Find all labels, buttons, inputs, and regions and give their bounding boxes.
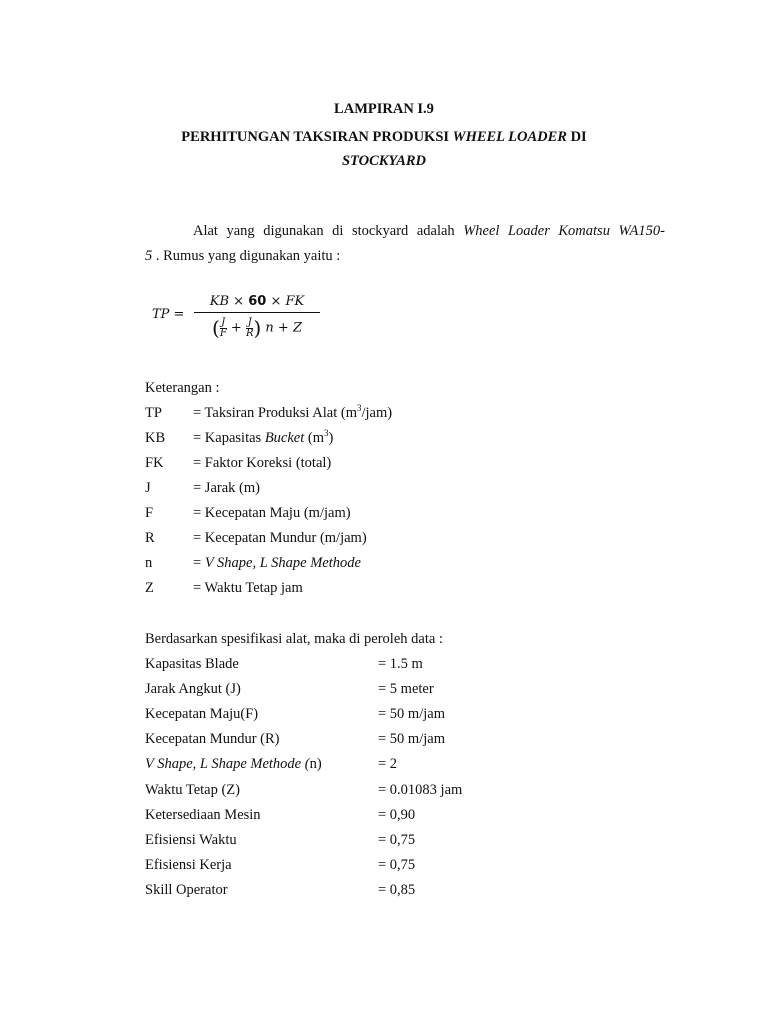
def-text: = bbox=[193, 555, 205, 571]
formula-j2: J bbox=[247, 316, 252, 328]
spec-title: Berdasarkan spesifikasi alat, maka di peroleh data : bbox=[145, 631, 443, 647]
formula-plus: + bbox=[226, 320, 246, 336]
spec-value: = 0,75 bbox=[378, 832, 416, 848]
formula-num-b: 60 bbox=[248, 294, 267, 309]
formula-lhs: TP = bbox=[152, 307, 185, 322]
def-description bbox=[193, 430, 333, 447]
formula-fraction bbox=[194, 294, 320, 340]
def-text: = Kapasitas bbox=[193, 430, 265, 446]
spec-label bbox=[145, 756, 322, 773]
heading-line2-tail: DI bbox=[566, 129, 587, 145]
def-symbol: KB bbox=[145, 430, 166, 446]
heading-line2-italic: WHEEL LOADER bbox=[452, 129, 567, 145]
heading-line3: STOCKYARD bbox=[341, 153, 427, 169]
intro-text-italic: Wheel Loader Komatsu WA150- bbox=[463, 223, 665, 239]
formula-j-over-f bbox=[220, 318, 227, 339]
spec-label: Kecepatan Maju(F) bbox=[145, 706, 259, 722]
intro-paragraph-line1 bbox=[145, 223, 665, 240]
def-text-mid: (m bbox=[304, 430, 324, 446]
spec-value: = 0,75 bbox=[378, 857, 416, 873]
def-text-tail: ) bbox=[328, 430, 334, 446]
def-sup: 3 bbox=[356, 403, 362, 414]
def-description: = Kecepatan Maju (m/jam) bbox=[193, 505, 351, 521]
spec-value: = 0,90 bbox=[378, 807, 416, 823]
spec-label: Kecepatan Mundur (R) bbox=[145, 731, 280, 747]
intro-text-tail: . Rumus yang digunakan yaitu : bbox=[152, 248, 341, 264]
def-text: = Taksiran Produksi Alat (m bbox=[193, 405, 357, 421]
spec-value: = 0.01083 jam bbox=[378, 782, 463, 798]
formula-num-a: KB × bbox=[209, 294, 249, 309]
def-description: = Faktor Koreksi (total) bbox=[193, 455, 332, 471]
spec-value: = 0,85 bbox=[378, 882, 416, 898]
formula-paren-open: ( bbox=[212, 316, 220, 340]
spec-label-italic: V Shape, L Shape Methode ( bbox=[145, 756, 310, 772]
def-description bbox=[193, 405, 392, 422]
formula-num-c: × FK bbox=[266, 294, 305, 309]
spec-label: Efisiensi Waktu bbox=[145, 832, 237, 848]
spec-label: Efisiensi Kerja bbox=[145, 857, 232, 873]
spec-label: Kapasitas Blade bbox=[145, 656, 239, 672]
formula-tail: n + Z bbox=[265, 320, 302, 336]
def-text-italic: V Shape, L Shape Methode bbox=[204, 555, 361, 571]
formula-denominator bbox=[194, 313, 320, 340]
spec-value: = 5 meter bbox=[378, 681, 434, 697]
intro-text: Alat yang digunakan di stockyard adalah bbox=[193, 223, 464, 239]
heading-line1: LAMPIRAN I.9 bbox=[334, 101, 434, 117]
def-text-tail: /jam) bbox=[361, 405, 393, 421]
heading-line2-main: PERHITUNGAN TAKSIRAN PRODUKSI bbox=[181, 129, 453, 145]
def-text-italic: Bucket bbox=[264, 430, 305, 446]
formula-r: R bbox=[245, 327, 254, 339]
def-symbol: F bbox=[145, 505, 154, 521]
def-symbol: R bbox=[145, 530, 155, 546]
def-description: = Jarak (m) bbox=[193, 480, 260, 496]
def-symbol: FK bbox=[145, 455, 164, 471]
formula-numerator bbox=[194, 294, 320, 313]
spec-label-tail: n) bbox=[309, 756, 322, 772]
def-description: = Waktu Tetap jam bbox=[193, 580, 303, 596]
spec-label: Waktu Tetap (Z) bbox=[145, 782, 240, 798]
spec-value: = 50 m/jam bbox=[378, 731, 445, 747]
intro-paragraph-line2 bbox=[145, 248, 340, 265]
spec-label: Jarak Angkut (J) bbox=[145, 681, 241, 697]
keterangan-title: Keterangan : bbox=[145, 380, 220, 396]
heading-line2 bbox=[0, 129, 768, 146]
formula-j1: J bbox=[221, 316, 226, 328]
spec-value: = 2 bbox=[378, 756, 398, 772]
def-symbol: TP bbox=[145, 405, 162, 421]
def-symbol: n bbox=[145, 555, 153, 571]
spec-label: Skill Operator bbox=[145, 882, 228, 898]
def-description: = Kecepatan Mundur (m/jam) bbox=[193, 530, 367, 546]
def-sup: 3 bbox=[324, 428, 329, 439]
spec-value: = 1.5 m bbox=[378, 656, 423, 672]
intro-model-suffix: 5 bbox=[145, 248, 153, 264]
def-symbol: J bbox=[145, 480, 151, 496]
formula-f: F bbox=[219, 327, 227, 339]
spec-label: Ketersediaan Mesin bbox=[145, 807, 261, 823]
def-description bbox=[193, 555, 361, 572]
spec-value: = 50 m/jam bbox=[378, 706, 445, 722]
def-symbol: Z bbox=[145, 580, 154, 596]
formula-paren-close: ) bbox=[253, 316, 262, 340]
